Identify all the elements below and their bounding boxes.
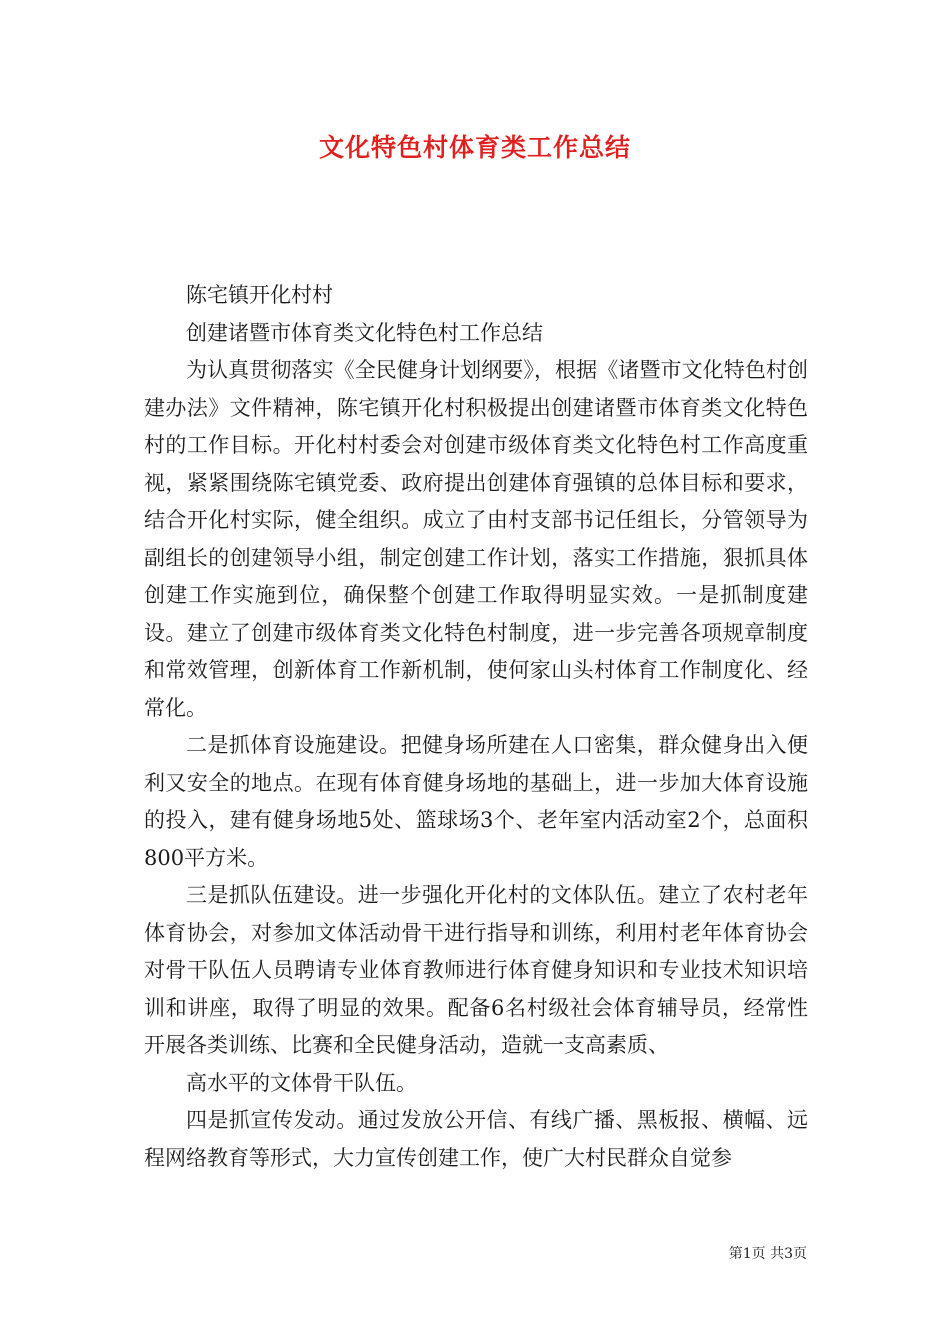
paragraph-intro: 为认真贯彻落实《全民健身计划纲要》，根据《诸暨市文化特色村创建办法》文件精神，陈宅镇开化村积极提出创建诸暨市体育类文化特色村的工作目标。开化村村委会对创建市级体育类文化特色村工作高度重视，紧紧围绕陈宅镇党委、政府提出创建体育强镇的总体目标和要求，结合开化村实际，健全组织。成立了由村支部书记任组长，分管领导为副组长的创建领导小组，制定创建工作计划，落实工作措施，狠抓具体创建工作实施到位，确保整个创建工作取得明显实效。一是抓制度建设。建立了创建市级体育类文化特色村制度，进一步完善各项规章制度和常效管理，创新体育工作新机制，使何家山头村体育工作制度化、经常化。 bbox=[144, 358, 808, 720]
paragraph-author: 陈宅镇开化村村 bbox=[186, 283, 333, 307]
paragraph-team-cont: 高水平的文体骨干队伍。 bbox=[186, 1070, 417, 1095]
paragraph-publicity: 四是抓宣传发动。通过发放公开信、有线广播、黑板报、横幅、远程网络教育等形式，大力宣传创建工作，使广大村民群众自觉参 bbox=[144, 1108, 808, 1170]
paragraph-facilities: 二是抓体育设施建设。把健身场所建在人口密集，群众健身出入便利又安全的地点。在现有体育健身场地的基础上，进一步加大体育设施的投入，建有健身场地5处、篮球场3个、老年室内活动室2个，总面积800平方米。 bbox=[144, 733, 808, 870]
page-number: 第1页 共3页 bbox=[728, 1246, 807, 1262]
paragraph-team: 三是抓队伍建设。进一步强化开化村的文体队伍。建立了农村老年体育协会，对参加文体活动骨干进行指导和训练，利用村老年体育协会对骨干队伍人员聘请专业体育教师进行体育健身知识和专业技术知识培训和讲座，取得了明显的效果。配备6名村级社会体育辅导员，经常性开展各类训练、比赛和全民健身活动，造就一支高素质、 bbox=[144, 883, 808, 1057]
paragraph-subtitle: 创建诸暨市体育类文化特色村工作总结 bbox=[186, 320, 543, 345]
page-title: 文化特色村体育类工作总结 bbox=[318, 133, 631, 162]
document-body bbox=[144, 277, 808, 1177]
